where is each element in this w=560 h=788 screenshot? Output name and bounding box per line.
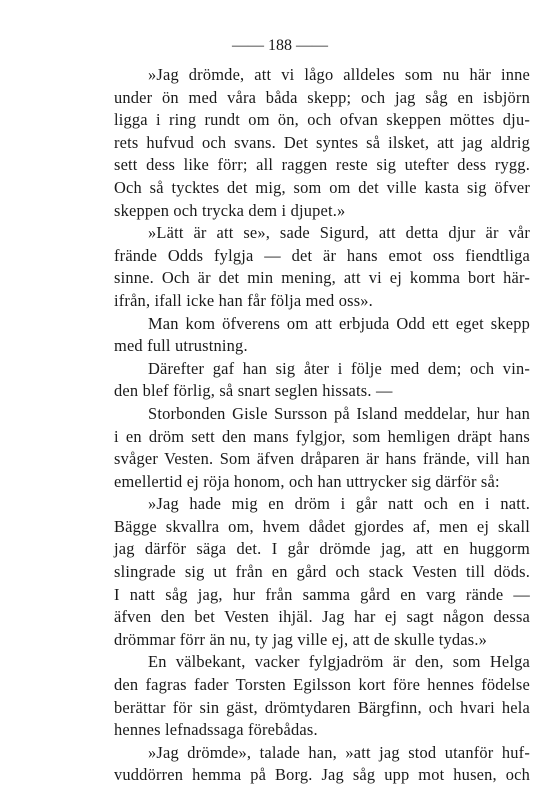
text-line: svåger Vesten. Som äfven dråparen är hans frände, vill han xyxy=(114,449,530,469)
text-line: under ön med våra båda skepp; och jag såg en isbjörn xyxy=(114,87,530,107)
text-line: Därefter gaf han sig åter i följe med dem; och vin- xyxy=(148,358,530,378)
text-line: i en dröm sett den mans fylgjor, som hemligen dräpt hans xyxy=(114,426,530,446)
text-line: äfven den bet Vesten ihjäl. Jag har ej sagt någon dessa xyxy=(114,607,530,627)
text-line: »Jag drömde, att vi lågo alldeles som nu här inne xyxy=(148,65,530,84)
text-line: rets hufvud och svans. Det syntes så ilsket, att jag aldrig xyxy=(114,132,530,152)
text-line: emellertid ej röja honom, och han uttrycker sig därför så: xyxy=(114,471,500,491)
text-line: »Jag hade mig en dröm i går natt och en i natt. xyxy=(148,494,530,514)
text-line: »Jag drömde», talade han, »att jag stod utanför huf- xyxy=(148,742,530,762)
text-line: jag därför säga det. I går drömde jag, att en huggorm xyxy=(114,539,530,559)
text-line: vuddörren hemma på Borg. Jag såg upp mot husen, och xyxy=(114,765,530,785)
text-line: Bägge skvallra om, hvem dådet gjordes af, men ej skall xyxy=(114,516,530,536)
text-line: drömmar förr än nu, ty jag ville ej, att de skulle tydas.» xyxy=(114,629,488,649)
text-line: ifrån, ifall icke han får följa med oss». xyxy=(114,290,373,310)
text-line: sett dess like förr; all raggen reste sig utefter dess rygg. xyxy=(114,155,530,175)
text-line: En välbekant, vacker fylgjadröm är den, som Helga xyxy=(148,652,530,672)
text-line: den fagras fader Torsten Egilsson kort före hennes födelse xyxy=(114,675,530,695)
text-line: ligga i ring rundt om ön, och ofvan skeppen möttes dju- xyxy=(114,110,530,130)
text-line: den blef förlig, så snart seglen hissats. — xyxy=(114,381,393,401)
text-line: Storbonden Gisle Sursson på Island meddelar, hur han xyxy=(148,403,530,423)
text-line: frände Odds fylgja — det är hans emot oss fiendtliga xyxy=(114,245,530,265)
text-line: med full utrustning. xyxy=(114,336,248,356)
text-line: sinne. Och är det min mening, att vi ej komma bort här- xyxy=(114,268,530,288)
text-line: Man kom öfverens om att erbjuda Odd ett eget skepp xyxy=(148,313,530,333)
text-line: slingrade sig ut från en gård och stack Vesten till döds. xyxy=(114,562,530,582)
text-line: skeppen och trycka dem i djupet.» xyxy=(114,200,346,220)
page-number: —— 188 —— xyxy=(232,37,328,54)
text-line: »Lätt är att se», sade Sigurd, att detta djur är vår xyxy=(148,223,530,243)
body-text xyxy=(114,64,530,787)
text-line: I natt såg jag, hur från samma gård en varg rände — xyxy=(114,584,530,604)
text-line: Och så tycktes det mig, som om det ville kasta sig öfver xyxy=(114,177,530,197)
text-line: hennes lefnadssaga förebådas. xyxy=(114,720,318,740)
text-line: berättar för sin gäst, drömtydaren Bärgfinn, och hvari hela xyxy=(114,697,530,717)
